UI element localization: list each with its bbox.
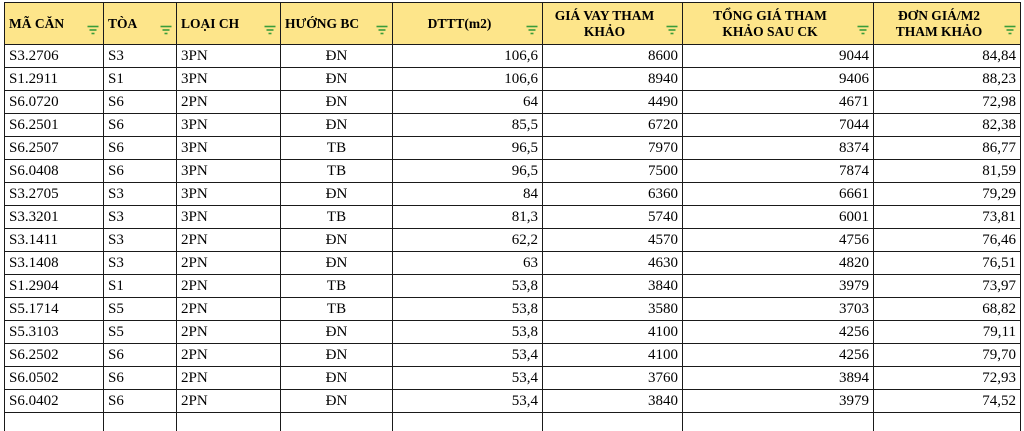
table-row	[5, 206, 1021, 229]
cell-ma-can[interactable]: S3.1408	[5, 252, 104, 275]
filter-dropdown-icon[interactable]	[666, 25, 678, 35]
cell-tong-gia[interactable]: 7874	[683, 160, 874, 183]
cell-dttt[interactable]: 106,6	[393, 45, 543, 68]
cell-huong-bc[interactable]: ĐN	[281, 321, 393, 344]
table-row	[5, 413, 1021, 431]
cell-huong-bc[interactable]	[281, 413, 393, 431]
cell-loai-ch[interactable]: 3PN	[177, 160, 281, 183]
table-row	[5, 367, 1021, 390]
header-label-line1: ĐƠN GIÁ/M2	[897, 7, 981, 23]
cell-tong-gia[interactable]: 3894	[683, 367, 874, 390]
cell-don-gia[interactable]: 88,23	[874, 68, 1021, 91]
cell-toa[interactable]: S1	[104, 68, 177, 91]
cell-tong-gia[interactable]: 4256	[683, 344, 874, 367]
cell-ma-can[interactable]: S6.2507	[5, 137, 104, 160]
column-header-don-gia[interactable]	[874, 3, 1021, 45]
cell-tong-gia[interactable]: 3979	[683, 275, 874, 298]
cell-ma-can[interactable]: S6.0720	[5, 91, 104, 114]
cell-dttt[interactable]: 96,5	[393, 137, 543, 160]
cell-don-gia[interactable]: 79,29	[874, 183, 1021, 206]
cell-loai-ch[interactable]: 2PN	[177, 91, 281, 114]
cell-gia-vay[interactable]: 8940	[543, 68, 683, 91]
table-row	[5, 229, 1021, 252]
cell-huong-bc[interactable]: TB	[281, 275, 393, 298]
cell-huong-bc[interactable]: ĐN	[281, 68, 393, 91]
filter-dropdown-icon[interactable]	[376, 25, 388, 35]
column-header-huong-bc[interactable]	[281, 3, 393, 45]
cell-dttt[interactable]: 106,6	[393, 68, 543, 91]
cell-loai-ch[interactable]: 2PN	[177, 298, 281, 321]
price-table	[4, 2, 1021, 431]
column-header-toa[interactable]	[104, 3, 177, 45]
cell-tong-gia[interactable]: 3979	[683, 390, 874, 413]
filter-dropdown-icon[interactable]	[264, 25, 276, 35]
cell-huong-bc[interactable]: ĐN	[281, 252, 393, 275]
cell-toa[interactable]: S3	[104, 252, 177, 275]
cell-huong-bc[interactable]: ĐN	[281, 114, 393, 137]
cell-dttt[interactable]: 53,8	[393, 275, 543, 298]
table-row	[5, 183, 1021, 206]
cell-dttt[interactable]: 53,4	[393, 344, 543, 367]
table-row	[5, 91, 1021, 114]
table-row	[5, 137, 1021, 160]
cell-toa[interactable]: S3	[104, 45, 177, 68]
cell-huong-bc[interactable]: TB	[281, 137, 393, 160]
cell-toa[interactable]: S3	[104, 183, 177, 206]
cell-huong-bc[interactable]: TB	[281, 160, 393, 183]
cell-tong-gia[interactable]: 9406	[683, 68, 874, 91]
header-row	[5, 3, 1021, 45]
cell-ma-can[interactable]: S6.2502	[5, 344, 104, 367]
cell-ma-can[interactable]: S6.2501	[5, 114, 104, 137]
cell-huong-bc[interactable]: ĐN	[281, 45, 393, 68]
cell-don-gia[interactable]: 74,52	[874, 390, 1021, 413]
cell-ma-can[interactable]: S3.2705	[5, 183, 104, 206]
cell-don-gia[interactable]	[874, 413, 1021, 431]
cell-gia-vay[interactable]: 3840	[543, 390, 683, 413]
cell-gia-vay[interactable]: 3760	[543, 367, 683, 390]
cell-toa[interactable]: S5	[104, 298, 177, 321]
cell-gia-vay[interactable]: 6720	[543, 114, 683, 137]
cell-huong-bc[interactable]: ĐN	[281, 91, 393, 114]
cell-dttt[interactable]: 84	[393, 183, 543, 206]
cell-ma-can[interactable]: S5.3103	[5, 321, 104, 344]
cell-don-gia[interactable]: 72,98	[874, 91, 1021, 114]
cell-ma-can[interactable]: S1.2911	[5, 68, 104, 91]
filter-dropdown-icon[interactable]	[160, 25, 172, 35]
cell-don-gia[interactable]: 86,77	[874, 137, 1021, 160]
cell-gia-vay[interactable]: 7500	[543, 160, 683, 183]
cell-loai-ch[interactable]: 3PN	[177, 45, 281, 68]
cell-huong-bc[interactable]: TB	[281, 206, 393, 229]
cell-ma-can[interactable]: S5.1714	[5, 298, 104, 321]
cell-loai-ch[interactable]: 2PN	[177, 229, 281, 252]
cell-tong-gia[interactable]: 6661	[683, 183, 874, 206]
cell-loai-ch[interactable]: 2PN	[177, 390, 281, 413]
cell-loai-ch[interactable]: 2PN	[177, 321, 281, 344]
filter-dropdown-icon[interactable]	[87, 25, 99, 35]
table-row	[5, 160, 1021, 183]
cell-toa[interactable]: S6	[104, 344, 177, 367]
cell-don-gia[interactable]: 79,11	[874, 321, 1021, 344]
cell-don-gia[interactable]: 68,82	[874, 298, 1021, 321]
cell-gia-vay[interactable]: 3840	[543, 275, 683, 298]
cell-tong-gia[interactable]: 7044	[683, 114, 874, 137]
cell-dttt[interactable]: 63	[393, 252, 543, 275]
table-row	[5, 114, 1021, 137]
cell-dttt[interactable]: 96,5	[393, 160, 543, 183]
cell-ma-can[interactable]: S6.0402	[5, 390, 104, 413]
cell-huong-bc[interactable]: TB	[281, 298, 393, 321]
cell-loai-ch[interactable]: 2PN	[177, 275, 281, 298]
cell-toa[interactable]: S6	[104, 137, 177, 160]
cell-don-gia[interactable]: 79,70	[874, 344, 1021, 367]
table-row	[5, 321, 1021, 344]
table-row	[5, 344, 1021, 367]
column-header-ma-can[interactable]	[5, 3, 104, 45]
cell-dttt[interactable]: 53,4	[393, 390, 543, 413]
column-header-tong-gia[interactable]	[683, 3, 874, 45]
cell-loai-ch[interactable]: 3PN	[177, 206, 281, 229]
cell-dttt[interactable]: 81,3	[393, 206, 543, 229]
cell-huong-bc[interactable]: ĐN	[281, 229, 393, 252]
header-label-line1: TỔNG GIÁ THAM	[713, 7, 827, 23]
header-label-line1: LOẠI CH	[181, 15, 240, 31]
header-label-line2: THAM KHẢO	[895, 23, 983, 39]
cell-tong-gia[interactable]: 4671	[683, 91, 874, 114]
cell-tong-gia[interactable]	[683, 413, 874, 431]
table-row	[5, 298, 1021, 321]
cell-tong-gia[interactable]: 4256	[683, 321, 874, 344]
header-label-line1: DTTT(m2)	[427, 15, 492, 31]
cell-don-gia[interactable]: 76,51	[874, 252, 1021, 275]
cell-ma-can[interactable]: S1.2904	[5, 275, 104, 298]
cell-gia-vay[interactable]: 3580	[543, 298, 683, 321]
cell-gia-vay[interactable]: 5740	[543, 206, 683, 229]
header-label-line1: GIÁ VAY THAM	[554, 7, 655, 23]
cell-dttt[interactable]	[393, 413, 543, 431]
cell-dttt[interactable]: 53,8	[393, 321, 543, 344]
cell-huong-bc[interactable]: ĐN	[281, 390, 393, 413]
cell-tong-gia[interactable]: 9044	[683, 45, 874, 68]
cell-dttt[interactable]: 53,4	[393, 367, 543, 390]
filter-dropdown-icon[interactable]	[1004, 25, 1016, 35]
cell-toa[interactable]: S3	[104, 206, 177, 229]
header-label-line1: MÃ CĂN	[9, 15, 65, 31]
table-row	[5, 45, 1021, 68]
cell-gia-vay[interactable]: 4570	[543, 229, 683, 252]
column-header-dttt[interactable]	[393, 3, 543, 45]
table-row	[5, 390, 1021, 413]
cell-toa[interactable]	[104, 413, 177, 431]
cell-huong-bc[interactable]: ĐN	[281, 344, 393, 367]
header-label-line2: KHẢO	[583, 23, 626, 39]
cell-ma-can[interactable]: S3.1411	[5, 229, 104, 252]
cell-tong-gia[interactable]: 4820	[683, 252, 874, 275]
cell-gia-vay[interactable]: 7970	[543, 137, 683, 160]
filter-dropdown-icon[interactable]	[857, 25, 869, 35]
cell-huong-bc[interactable]: ĐN	[281, 183, 393, 206]
cell-tong-gia[interactable]: 6001	[683, 206, 874, 229]
cell-loai-ch[interactable]: 2PN	[177, 367, 281, 390]
cell-gia-vay[interactable]: 4100	[543, 321, 683, 344]
cell-loai-ch[interactable]: 2PN	[177, 344, 281, 367]
cell-toa[interactable]: S1	[104, 275, 177, 298]
cell-toa[interactable]: S6	[104, 114, 177, 137]
filter-dropdown-icon[interactable]	[526, 25, 538, 35]
cell-toa[interactable]: S5	[104, 321, 177, 344]
cell-don-gia[interactable]: 84,84	[874, 45, 1021, 68]
cell-gia-vay[interactable]: 8600	[543, 45, 683, 68]
cell-huong-bc[interactable]: ĐN	[281, 367, 393, 390]
cell-loai-ch[interactable]: 3PN	[177, 183, 281, 206]
column-header-loai-ch[interactable]	[177, 3, 281, 45]
cell-don-gia[interactable]: 81,59	[874, 160, 1021, 183]
cell-toa[interactable]: S3	[104, 229, 177, 252]
cell-gia-vay[interactable]: 4100	[543, 344, 683, 367]
cell-dttt[interactable]: 62,2	[393, 229, 543, 252]
cell-ma-can[interactable]: S3.2706	[5, 45, 104, 68]
cell-loai-ch[interactable]: 2PN	[177, 252, 281, 275]
cell-ma-can[interactable]	[5, 413, 104, 431]
cell-don-gia[interactable]: 73,97	[874, 275, 1021, 298]
table-row	[5, 68, 1021, 91]
cell-ma-can[interactable]: S6.0408	[5, 160, 104, 183]
cell-gia-vay[interactable]: 4490	[543, 91, 683, 114]
cell-dttt[interactable]: 53,8	[393, 298, 543, 321]
table-row	[5, 275, 1021, 298]
cell-loai-ch[interactable]	[177, 413, 281, 431]
cell-don-gia[interactable]: 82,38	[874, 114, 1021, 137]
column-header-gia-vay[interactable]	[543, 3, 683, 45]
cell-dttt[interactable]: 85,5	[393, 114, 543, 137]
cell-don-gia[interactable]: 73,81	[874, 206, 1021, 229]
cell-loai-ch[interactable]: 3PN	[177, 68, 281, 91]
header-label-line2: KHẢO SAU CK	[722, 23, 818, 39]
cell-toa[interactable]: S6	[104, 160, 177, 183]
header-label-line1: TÒA	[108, 15, 138, 31]
cell-toa[interactable]: S6	[104, 367, 177, 390]
cell-gia-vay[interactable]: 4630	[543, 252, 683, 275]
table-row	[5, 252, 1021, 275]
cell-tong-gia[interactable]: 3703	[683, 298, 874, 321]
cell-loai-ch[interactable]: 3PN	[177, 137, 281, 160]
cell-don-gia[interactable]: 76,46	[874, 229, 1021, 252]
cell-toa[interactable]: S6	[104, 91, 177, 114]
table-body	[5, 45, 1021, 431]
cell-ma-can[interactable]: S3.3201	[5, 206, 104, 229]
cell-dttt[interactable]: 64	[393, 91, 543, 114]
cell-loai-ch[interactable]: 3PN	[177, 114, 281, 137]
cell-tong-gia[interactable]: 8374	[683, 137, 874, 160]
cell-don-gia[interactable]: 72,93	[874, 367, 1021, 390]
cell-gia-vay[interactable]: 6360	[543, 183, 683, 206]
cell-gia-vay[interactable]	[543, 413, 683, 431]
header-label-line1: HƯỚNG BC	[285, 15, 360, 31]
cell-toa[interactable]: S6	[104, 390, 177, 413]
cell-tong-gia[interactable]: 4756	[683, 229, 874, 252]
cell-ma-can[interactable]: S6.0502	[5, 367, 104, 390]
